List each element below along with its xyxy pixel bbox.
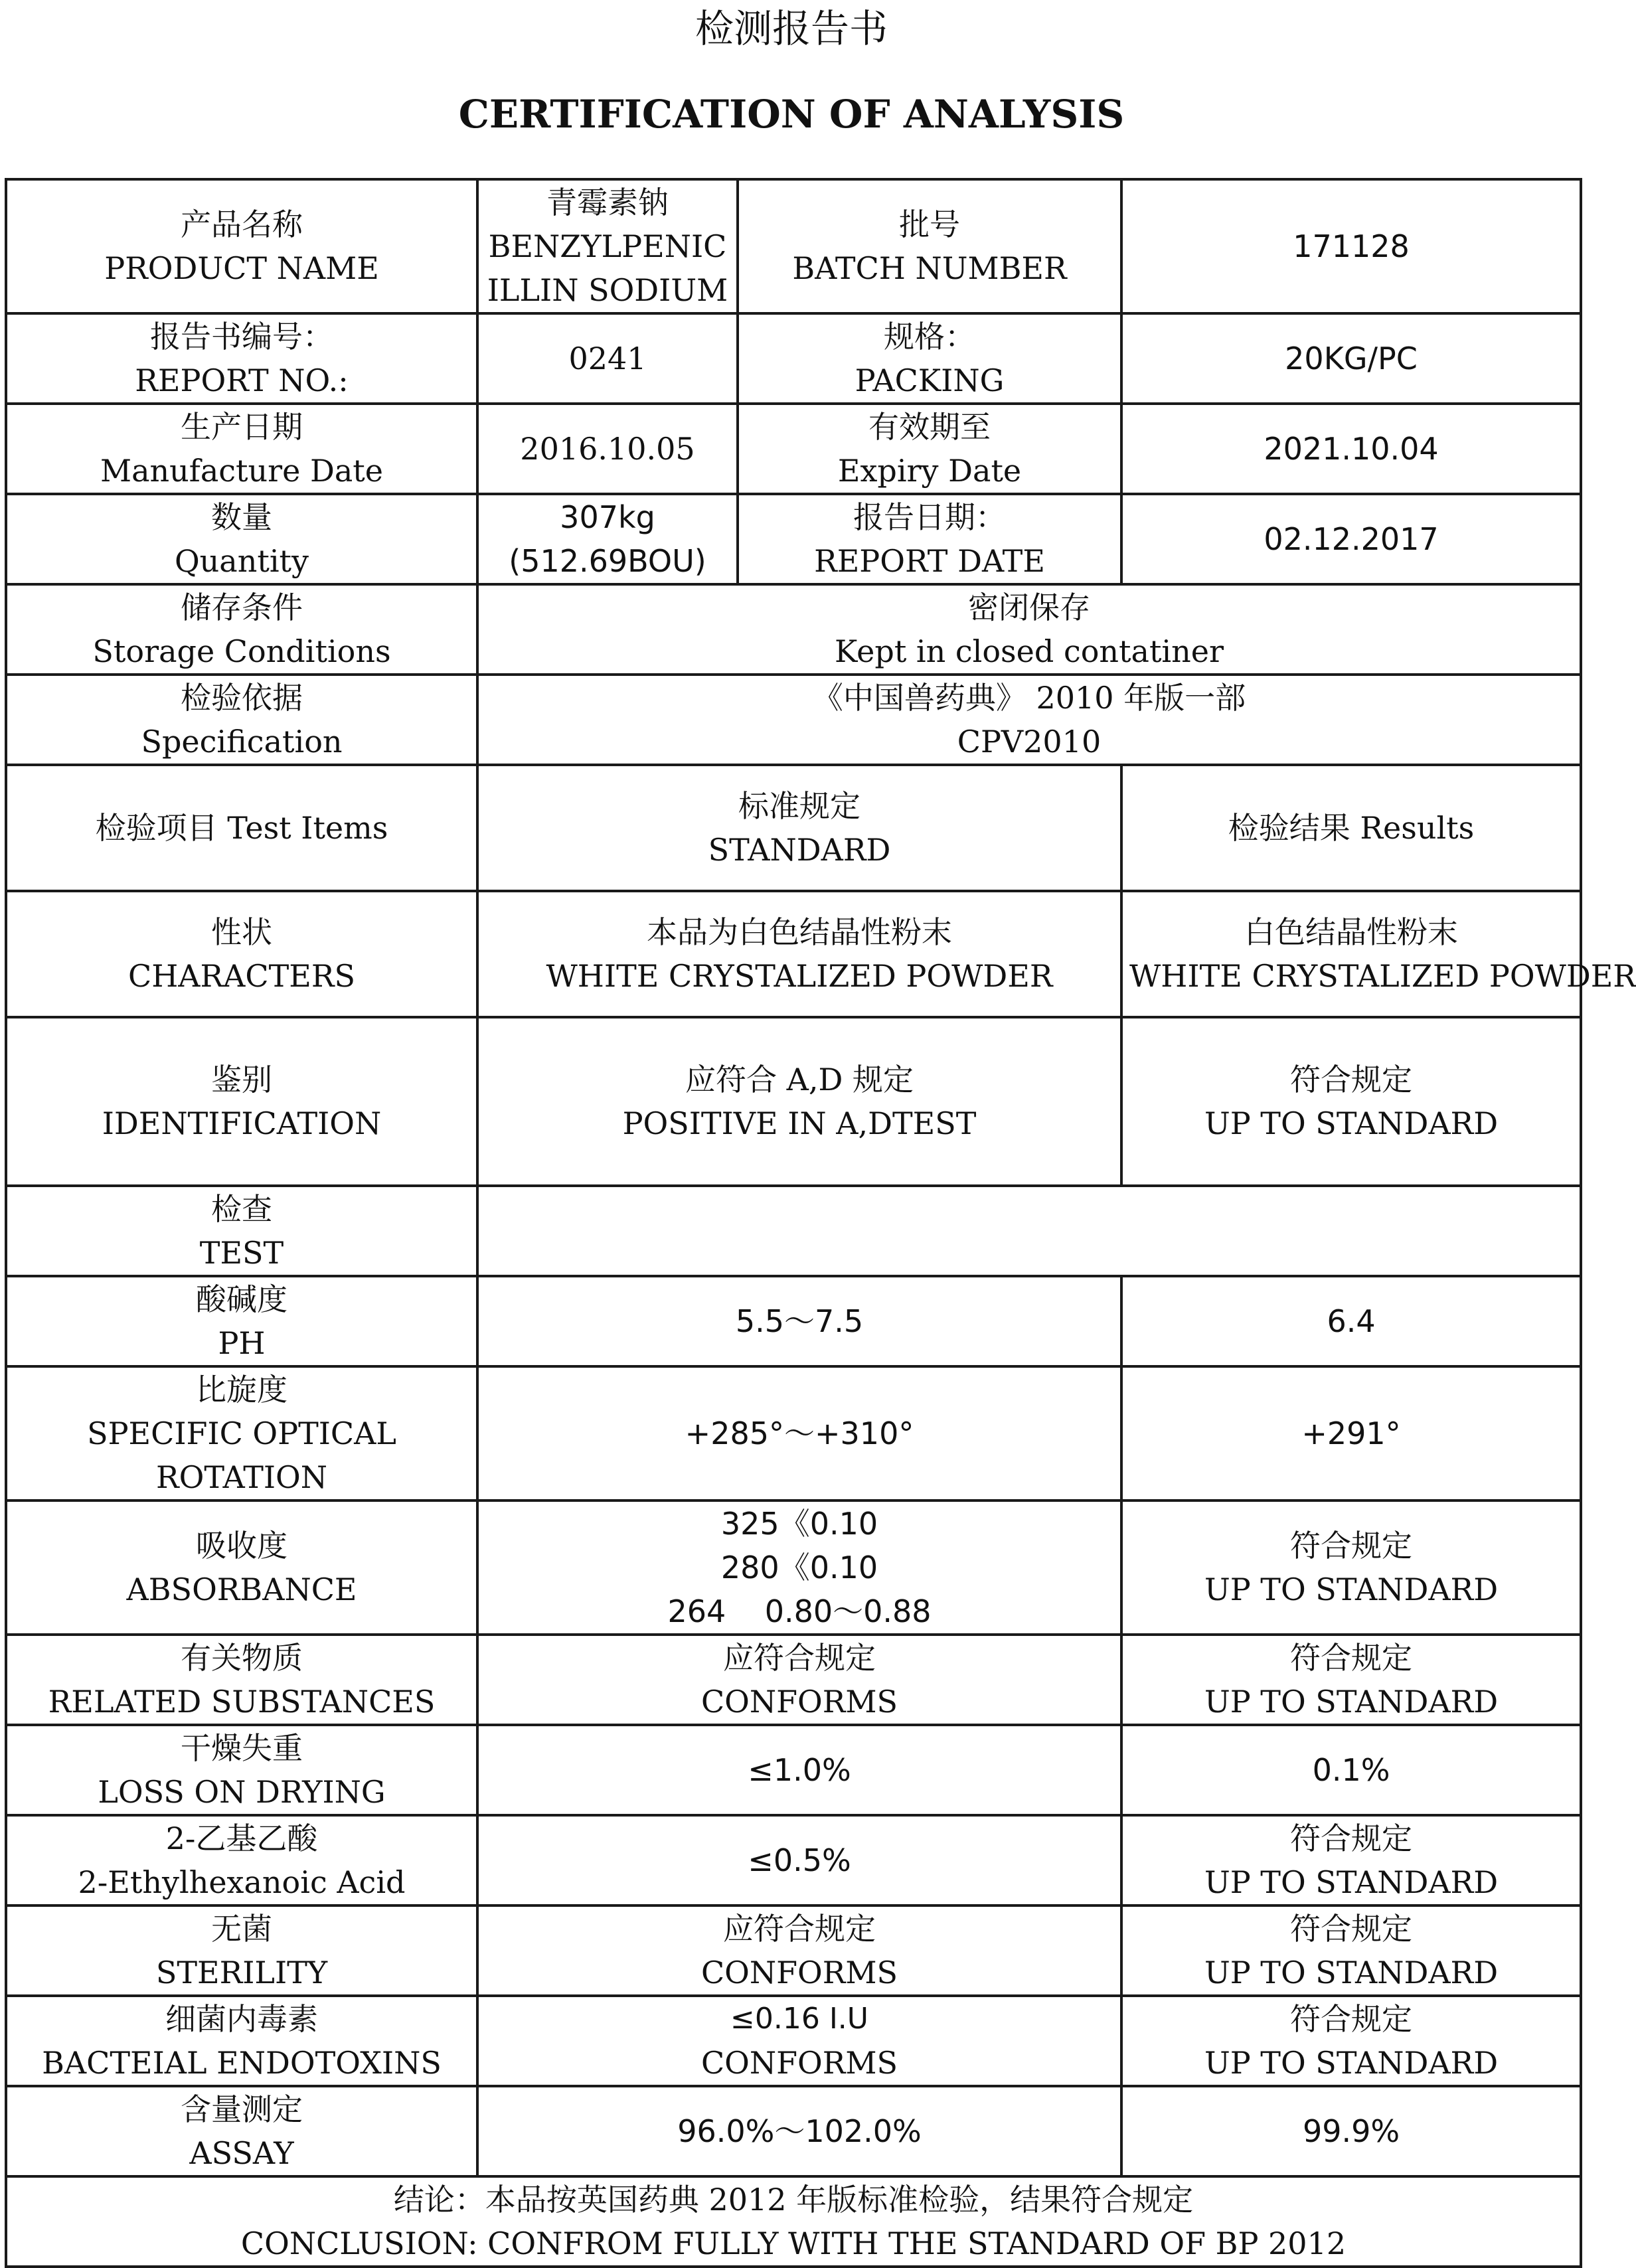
row-specification [6,675,1581,765]
test-item: 干燥失重 LOSS ON DRYING [6,1725,477,1815]
test-item: 2-乙基乙酸 2-Ethylhexanoic Acid [6,1815,477,1905]
row-identification [6,1017,1581,1186]
batch-number-label: 批号 BATCH NUMBER [738,179,1121,313]
test-item: 鉴别 IDENTIFICATION [6,1017,477,1186]
row-ph [6,1276,1581,1366]
row-manufacture-date [6,404,1581,494]
document-title-en: CERTIFICATION OF ANALYSIS [458,92,1125,137]
test-item: 比旋度 SPECIFIC OPTICAL ROTATION [6,1366,477,1500]
row-test-header [6,1186,1581,1276]
test-standard: 应符合规定 CONFORMS [477,1635,1121,1725]
storage-label: 储存条件 Storage Conditions [6,584,477,675]
report-no-value: 0241 [477,313,738,404]
row-characters [6,891,1581,1017]
row-related-substances [6,1635,1581,1725]
coa-table [5,178,1636,2268]
test-result: 白色结晶性粉末 WHITE CRYSTALIZED POWDER [1121,891,1581,1017]
expiry-date-label: 有效期至 Expiry Date [738,404,1121,494]
test-standard: +285°～+310° [477,1366,1121,1500]
test-item: 酸碱度 PH [6,1276,477,1366]
test-standard: ≤0.16 I.U CONFORMS [477,1996,1121,2086]
test-result: 符合规定 UP TO STANDARD [1121,1815,1581,1905]
quantity-value: 307kg (512.69BOU) [477,494,738,584]
row-column-headers [6,765,1581,891]
test-standard: 325《0.10 280《0.10 264 0.80～0.88 [477,1500,1121,1635]
row-quantity [6,494,1581,584]
row-storage [6,584,1581,675]
test-result: +291° [1121,1366,1581,1500]
row-absorbance [6,1500,1581,1635]
row-optical-rotation [6,1366,1581,1500]
packing-label: 规格： PACKING [738,313,1121,404]
test-result: 6.4 [1121,1276,1581,1366]
test-item: 性状 CHARACTERS [6,891,477,1017]
row-conclusion [6,2176,1581,2267]
specification-label: 检验依据 Specification [6,675,477,765]
product-name-label: 产品名称 PRODUCT NAME [6,179,477,313]
column-header-standard: 标准规定 STANDARD [477,765,1121,891]
report-date-label: 报告日期： REPORT DATE [738,494,1121,584]
test-standard: 应符合规定 CONFORMS [477,1905,1121,1996]
row-ethylhexanoic-acid [6,1815,1581,1905]
manufacture-date-value: 2016.10.05 [477,404,738,494]
row-product [6,179,1581,313]
test-result: 符合规定 UP TO STANDARD [1121,1017,1581,1186]
test-item: 无菌 STERILITY [6,1905,477,1996]
test-result: 符合规定 UP TO STANDARD [1121,1905,1581,1996]
test-item: 有关物质 RELATED SUBSTANCES [6,1635,477,1725]
column-header-results: 检验结果 Results [1121,765,1581,891]
row-endotoxins [6,1996,1581,2086]
test-result: 符合规定 UP TO STANDARD [1121,1996,1581,2086]
test-standard: 96.0%～102.0% [477,2086,1121,2176]
test-result: 符合规定 UP TO STANDARD [1121,1635,1581,1725]
test-standard: 5.5～7.5 [477,1276,1121,1366]
test-standard: 本品为白色结晶性粉末 WHITE CRYSTALIZED POWDER [477,891,1121,1017]
packing-value: 20KG/PC [1121,313,1581,404]
test-standard: ≤0.5% [477,1815,1121,1905]
row-sterility [6,1905,1581,1996]
test-standard: ≤1.0% [477,1725,1121,1815]
report-date-value: 02.12.2017 [1121,494,1581,584]
test-item: 吸收度 ABSORBANCE [6,1500,477,1635]
storage-value: 密闭保存 Kept in closed contatiner [477,584,1581,675]
test-result: 99.9% [1121,2086,1581,2176]
conclusion: 结论：本品按英国药典 2012 年版标准检验，结果符合规定 CONCLUSION: CONFROM FULLY WITH THE STANDARD OF BP 2012 [6,2176,1581,2267]
test-item: 细菌内毒素 BACTEIAL ENDOTOXINS [6,1996,477,2086]
specification-value: 《中国兽药典》 2010 年版一部 CPV2010 [477,675,1581,765]
test-item: 检查 TEST [6,1186,477,1276]
report-no-label: 报告书编号： REPORT NO.: [6,313,477,404]
row-assay [6,2086,1581,2176]
product-name-value: 青霉素钠 BENZYLPENIC ILLIN SODIUM [477,179,738,313]
column-header-test-items: 检验项目 Test Items [6,765,477,891]
test-item: 含量测定 ASSAY [6,2086,477,2176]
batch-number-value: 171128 [1121,179,1581,313]
quantity-label: 数量 Quantity [6,494,477,584]
document-title-cn: 检测报告书 [695,6,888,51]
manufacture-date-label: 生产日期 Manufacture Date [6,404,477,494]
test-result: 0.1% [1121,1725,1581,1815]
test-standard: 应符合 A,D 规定 POSITIVE IN A,DTEST [477,1017,1121,1186]
test-result: 符合规定 UP TO STANDARD [1121,1500,1581,1635]
row-report-no [6,313,1581,404]
expiry-date-value: 2021.10.04 [1121,404,1581,494]
row-loss-on-drying [6,1725,1581,1815]
test-header-blank [477,1186,1581,1276]
